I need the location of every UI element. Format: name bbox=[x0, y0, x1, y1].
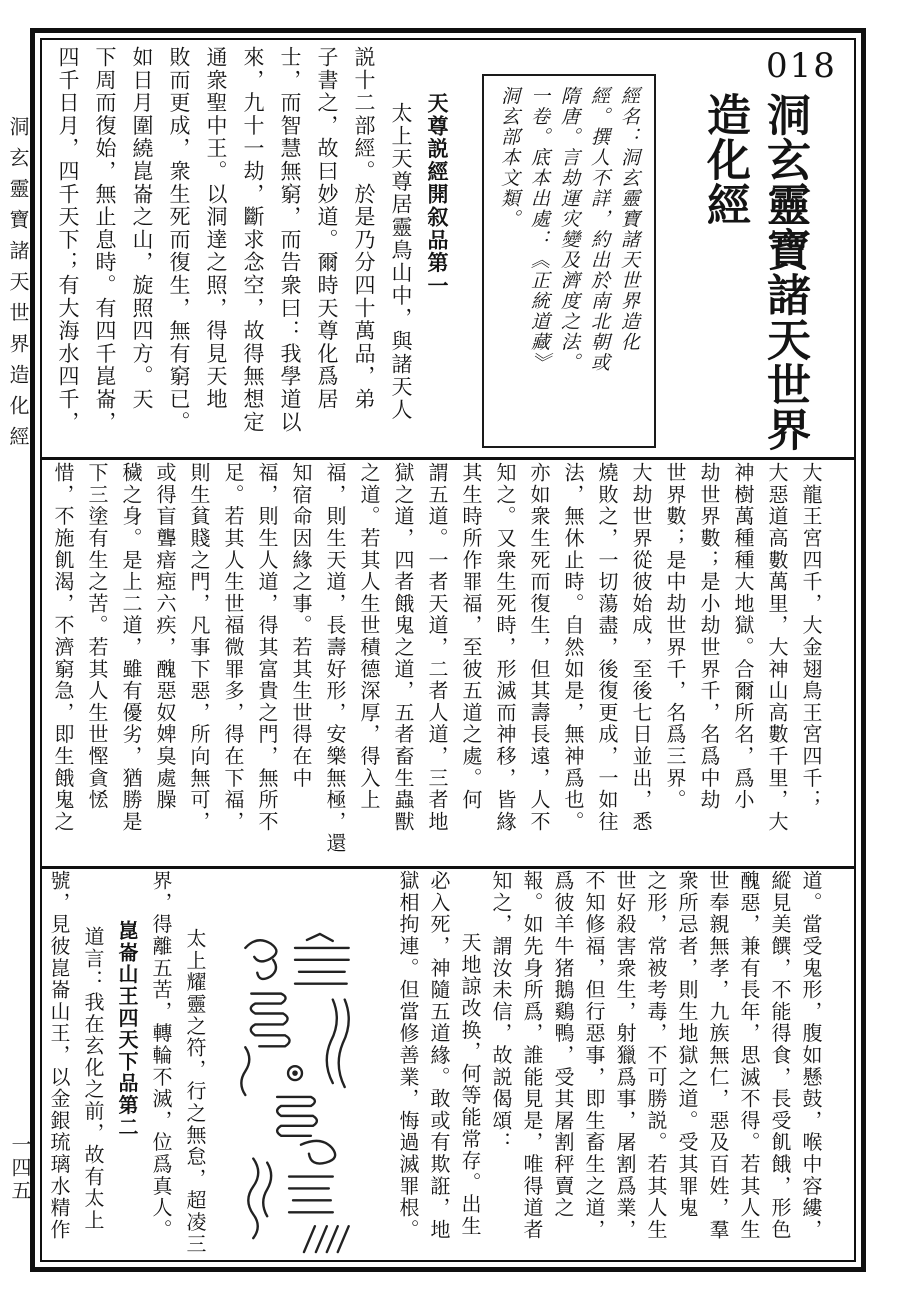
catalog-number: 018 bbox=[766, 46, 837, 86]
text-column: 獄之道，四者餓鬼之道，五者畜生蟲獸 bbox=[391, 462, 415, 833]
text-column: 界，得離五苦，轉輪不滅，位爲真人。 bbox=[149, 870, 173, 1241]
text-column: 下周而復始，無止息時。有四千崑崙， bbox=[93, 46, 117, 434]
text-column: 道言：我在玄化之前，故有太上 bbox=[81, 926, 105, 1232]
text-column: 四千日月，四千天下；有大海水四千， bbox=[56, 46, 80, 434]
text-column: 神樹萬種種大地獄。合爾所名，爲小 bbox=[731, 462, 755, 811]
text-column: 衆所忌者，則生地獄之道。受其罪鬼 bbox=[675, 870, 699, 1219]
text-column: 道。當受鬼形，腹如懸鼓，喉中容縷， bbox=[799, 870, 823, 1241]
text-column: 足。若其人生世福微罪多，得在下福， bbox=[221, 462, 245, 833]
text-column: 不知修福，但行惡事，即生畜生之道， bbox=[582, 870, 606, 1241]
text-column: 穢之身。是上二道，雖有優劣，猶勝是 bbox=[119, 462, 143, 833]
text-column: 福，則生人道，得其富貴之門，無所不 bbox=[255, 462, 279, 833]
section3-left-text bbox=[42, 870, 212, 1260]
scripture-title-line1: 洞玄靈寶諸天世界 bbox=[759, 92, 810, 452]
text-column: 如日月圍繞崑崙之山，旋照四方。天 bbox=[130, 46, 154, 411]
abstract-column: 洞玄部本文類。 bbox=[498, 86, 520, 230]
text-column: 太上天尊居靈鳥山中，與諸天人 bbox=[389, 102, 413, 422]
section-divider-line bbox=[42, 866, 854, 869]
abstract-column: 隋唐。言劫運灾變及濟度之法。 bbox=[558, 86, 580, 373]
text-column: 大劫世界從彼始成，至後七日並出，悉 bbox=[629, 462, 653, 833]
text-column: 縱見美饌，不能得食，長受飢餓，形色 bbox=[768, 870, 792, 1241]
text-column: 醜惡，兼有長年，思滅不得。若其人生 bbox=[737, 870, 761, 1241]
text-column: 大龍王宮四千，大金翅鳥王宮四千； bbox=[799, 462, 823, 811]
talisman-seal-image bbox=[237, 932, 359, 1260]
section3-right-text bbox=[392, 870, 826, 1260]
abstract-text bbox=[494, 86, 644, 436]
text-column: 之形，常被考毒，不可勝説。若其人生 bbox=[644, 870, 668, 1241]
text-column: 號，見彼崑崙山王，以金銀琉璃水精作 bbox=[47, 870, 71, 1241]
folio-page-number: 一四五 bbox=[8, 1134, 32, 1203]
text-column: 世好殺害衆生，射獵爲事，屠割爲業， bbox=[613, 870, 637, 1241]
text-column: 世奉親無孝，九族無仁，惡及百姓，羣 bbox=[706, 870, 730, 1241]
text-column: 惜，不施飢渴，不濟窮急，即生餓鬼之 bbox=[51, 462, 75, 833]
text-column: 亦如衆生死而復生，但其壽長遠，人不 bbox=[527, 462, 551, 833]
abstract-column: 經。撰人不詳，約出於南北朝或 bbox=[588, 86, 610, 373]
scripture-title-line2: 造化經 bbox=[699, 92, 750, 227]
chapter-heading-1: 天尊説經開叙品第一 bbox=[425, 92, 450, 298]
text-column: 大惡道高數萬里，大神山高數千里，大 bbox=[765, 462, 789, 833]
text-column: 爲彼羊牛猪鵝鷄鴨，受其屠割秤賣之 bbox=[551, 870, 575, 1219]
scripture-title bbox=[694, 92, 814, 458]
verse-column: 天地諒改换，何等能常存。出生 bbox=[458, 932, 482, 1238]
text-column: 説十二部經。於是乃分四十萬品，弟 bbox=[352, 46, 376, 411]
text-column: 下三塗有生之苦。若其人生世慳貪恡 bbox=[85, 462, 109, 811]
text-column: 通衆聖中王。以洞達之照，得見天地 bbox=[204, 46, 228, 411]
text-column: 其生時所作罪福，至彼五道之處。何 bbox=[459, 462, 483, 811]
abstract-column: 一卷。底本出處：《正統道藏》 bbox=[528, 86, 550, 373]
text-column: 士，而智慧無窮，而告衆曰：我學道以 bbox=[278, 46, 302, 434]
text-column: 敗而更成，衆生死而復生，無有窮已。 bbox=[167, 46, 191, 434]
text-column: 報。如先身所爲，誰能見是，唯得道者 bbox=[520, 870, 544, 1241]
text-column: 之道。若其人生世積德深厚，得入上 bbox=[357, 462, 381, 811]
text-column: 燒敗之，一切蕩盡，後復更成，一如往 bbox=[595, 462, 619, 833]
text-column: 知宿命因緣之事。若其生世得在中 bbox=[289, 462, 313, 789]
section2-text bbox=[44, 462, 828, 860]
verse-column: 獄相拘連。但當修善業，悔過滅罪根。 bbox=[396, 870, 420, 1241]
verse-column: 必入死，神隨五道緣。敢或有欺誑，地 bbox=[427, 870, 451, 1241]
text-column: 世界數；是中劫世界千，名爲三界。 bbox=[663, 462, 687, 811]
text-column: 子書之，故曰妙道。爾時天尊化爲居 bbox=[315, 46, 339, 411]
text-column: 則生貧賤之門，凡事下惡，所向無可， bbox=[187, 462, 211, 833]
margin-title: 洞玄靈寶諸天世界造化經 bbox=[6, 116, 30, 457]
text-column: 知之。又衆生死時，形滅而神移，皆緣 bbox=[493, 462, 517, 833]
chapter-heading-2: 崑崙山王四天下品第二 bbox=[115, 920, 139, 1138]
text-column: 劫世界數；是小劫世界千，名爲中劫 bbox=[697, 462, 721, 811]
abstract-box bbox=[482, 74, 656, 448]
text-column: 或得盲聾瘖瘂六疾，醜惡奴婢臭處臊 bbox=[153, 462, 177, 811]
text-column: 知之，謂汝未信，故説偈頌： bbox=[489, 870, 513, 1154]
text-column: 法，無休止時。自然如是，無神爲也。 bbox=[561, 462, 585, 833]
abstract-column: 經名：洞玄靈寶諸天世界造化 bbox=[618, 86, 640, 353]
text-column: 謂五道。一者天道，二者人道，三者地 bbox=[425, 462, 449, 833]
text-column: 福，則生天道，長壽好形，安樂無極，還 bbox=[323, 462, 347, 855]
text-column: 太上耀靈之符，行之無怠，超凌三 bbox=[183, 928, 207, 1255]
text-column: 來，九十一劫，斷求念空，故得無想定 bbox=[241, 46, 265, 434]
section1-text bbox=[44, 46, 456, 455]
